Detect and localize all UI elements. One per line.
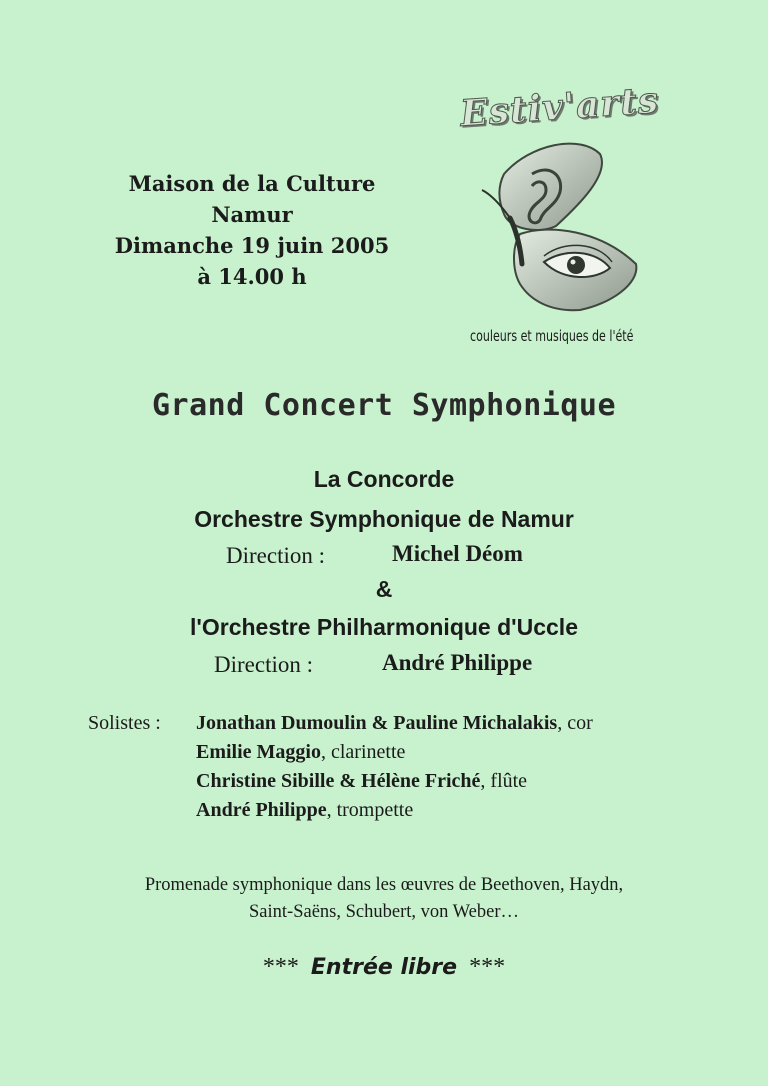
program-line-1: Promenade symphonique dans les œuvres de Beethoven, Haydn,: [144, 875, 624, 895]
direction-label: Direction :: [226, 543, 325, 568]
director-name: Michel Déom: [392, 541, 523, 566]
butterfly-ear-eye-icon: [460, 134, 645, 314]
list-item: [196, 712, 716, 741]
festival-logo: [452, 78, 661, 338]
soloist-instrument: , flûte: [480, 770, 528, 792]
event-date: Dimanche 19 juin 2005: [114, 233, 390, 258]
event-time: à 14.00 h: [197, 264, 307, 289]
soloist-instrument: , clarinette: [320, 741, 406, 763]
orchestra-1-full-name: Orchestre Symphonique de Namur: [194, 506, 574, 532]
soloist-names: Christine Sibille & Hélène Friché: [196, 770, 481, 792]
soloist-instrument: , trompette: [326, 799, 414, 821]
stars-right: ***: [469, 954, 506, 980]
entry-text: Entrée libre: [310, 955, 458, 980]
list-item: [196, 770, 716, 799]
soloist-names: André Philippe: [196, 799, 327, 821]
direction-label: Direction :: [214, 652, 313, 677]
soloists-list: [196, 712, 716, 828]
ampersand: &: [375, 576, 393, 602]
venue-name: Maison de la Culture: [128, 171, 376, 196]
program-description: [0, 872, 768, 926]
director-name: André Philippe: [382, 650, 533, 675]
orchestra-2-name: l'Orchestre Philharmonique d'Uccle: [190, 614, 578, 640]
entry-notice: [0, 954, 768, 981]
venue-block: [60, 168, 444, 292]
list-item: [196, 741, 716, 770]
stars-left: ***: [262, 954, 299, 980]
logo-title: Estiv'arts: [458, 79, 661, 135]
logo-tagline: couleurs et musiques de l'été: [470, 327, 634, 345]
soloists-label: Solistes :: [88, 712, 161, 734]
concert-title: Grand Concert Symphonique: [151, 388, 617, 423]
soloist-names: Emilie Maggio: [196, 741, 321, 763]
program-line-2: Saint-Saëns, Schubert, von Weber…: [249, 902, 519, 922]
venue-city: Namur: [211, 202, 293, 227]
orchestra-1-name: La Concorde: [313, 466, 455, 492]
list-item: [196, 799, 716, 828]
soloist-names: Jonathan Dumoulin & Pauline Michalakis: [196, 712, 558, 734]
soloist-instrument: , cor: [557, 712, 593, 734]
